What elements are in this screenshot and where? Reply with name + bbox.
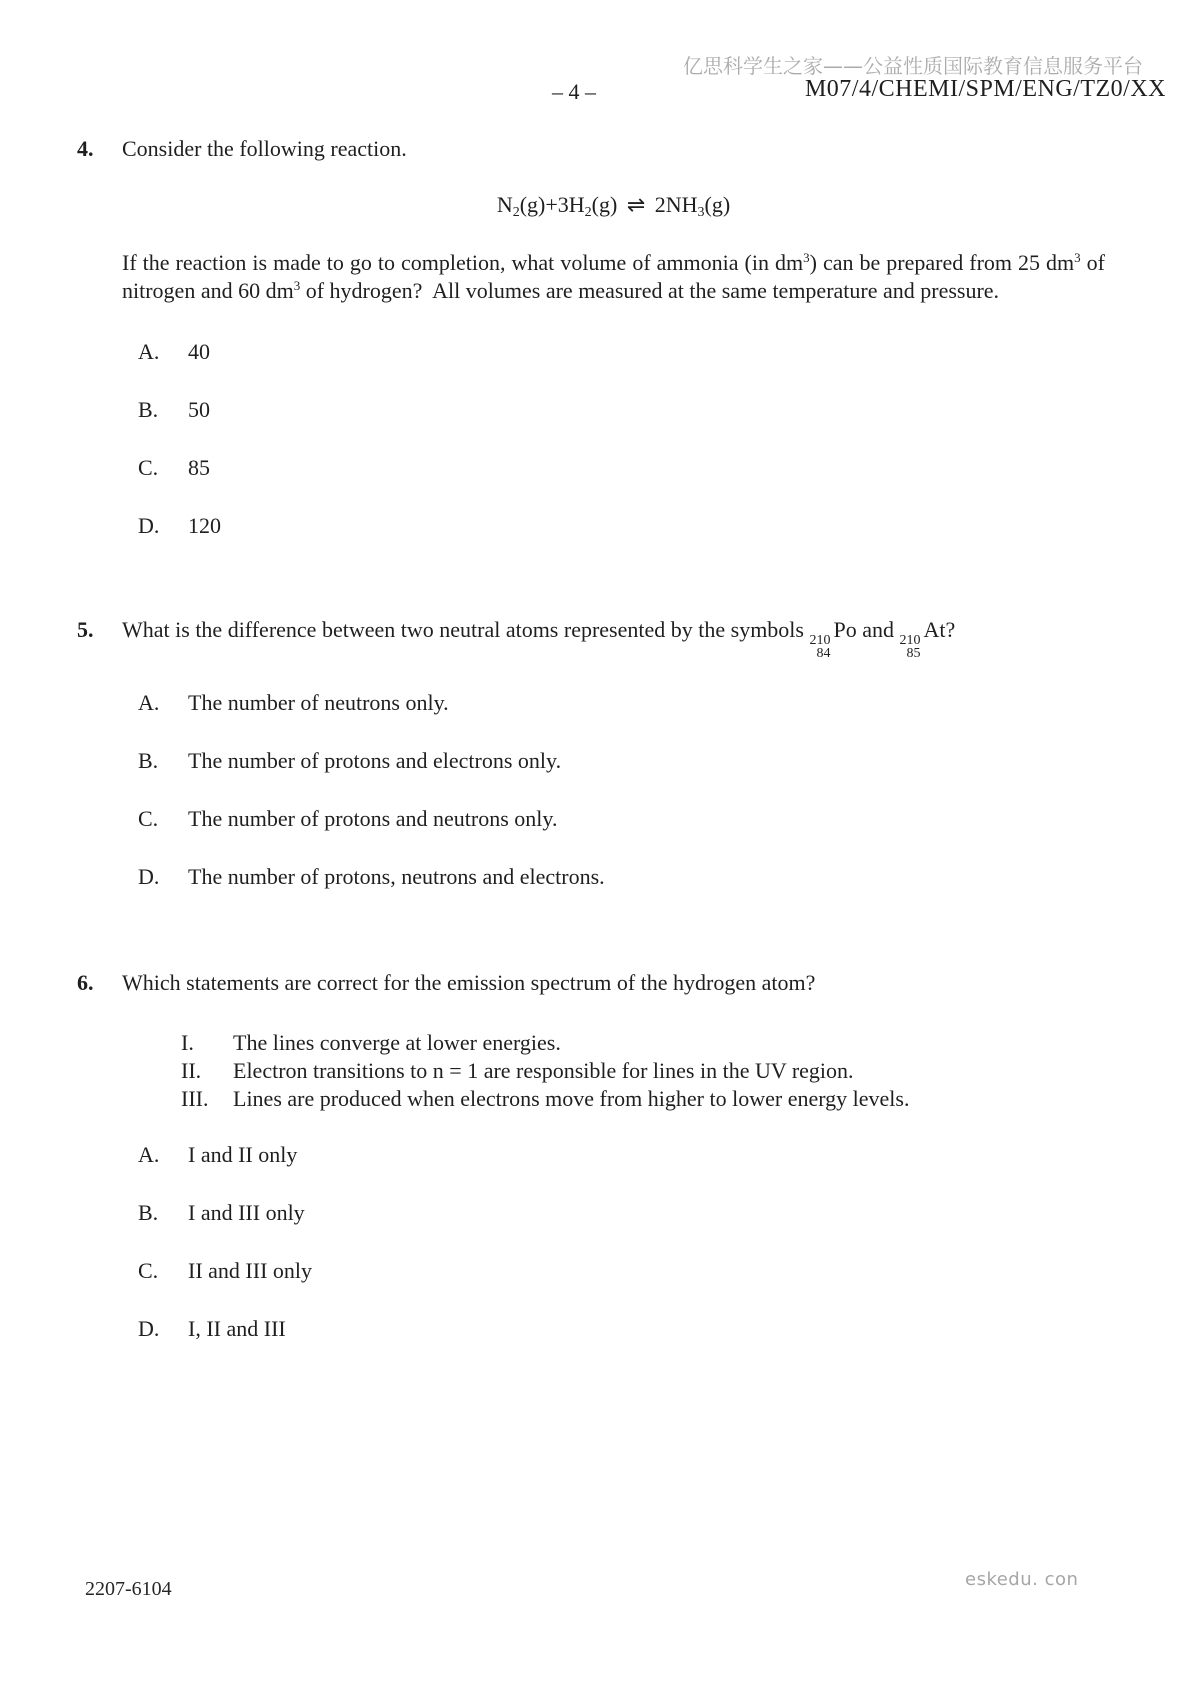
option-c (122, 805, 1105, 833)
option-text: I and III only (188, 1200, 305, 1225)
nuclide-po (809, 617, 857, 661)
statement-numeral: I. (181, 1030, 194, 1055)
nuclide-at-numbers (900, 634, 921, 660)
question-4-title: Consider the following reaction. (122, 136, 407, 161)
option-letter: A. (138, 339, 160, 364)
option-d (122, 863, 1105, 891)
option-letter: B. (138, 1200, 159, 1225)
mass-number: 210 (809, 633, 831, 648)
option-c (122, 1257, 1105, 1285)
option-a (122, 689, 1105, 717)
atomic-number: 85 (906, 646, 921, 661)
option-letter: D. (138, 864, 160, 889)
question-6-statements (122, 1029, 1105, 1113)
question-6 (77, 969, 1105, 1343)
question-5-title: What is the difference between two neutral atoms represented by the symbols 210 84 Po and 210 85 At? (122, 617, 956, 661)
option-a (122, 338, 1105, 366)
option-d (122, 512, 1105, 540)
statement-text: Electron transitions to n = 1 are responsible for lines in the UV region. (233, 1058, 854, 1083)
option-text: I, II and III (188, 1316, 286, 1341)
question-4-number: 4. (77, 136, 94, 161)
element-symbol: At (923, 617, 946, 642)
question-4-options (122, 338, 1105, 540)
nuclide-at (899, 617, 946, 661)
question-4 (77, 135, 1105, 540)
question-6-title: Which statements are correct for the emission spectrum of the hydrogen atom? (122, 970, 816, 995)
option-text: 120 (188, 513, 221, 538)
statement-text: Lines are produced when electrons move from higher to lower energy levels. (233, 1086, 910, 1111)
option-text: The number of neutrons only. (188, 690, 449, 715)
option-text: 85 (188, 455, 210, 480)
option-letter: B. (138, 397, 159, 422)
option-text: The number of protons and electrons only. (188, 748, 562, 773)
question-5 (77, 616, 1105, 891)
option-letter: D. (138, 1316, 160, 1341)
equilibrium-harpoons-symbol: ⇌ (626, 193, 646, 218)
option-b (122, 747, 1105, 775)
option-b (122, 396, 1105, 424)
nuclide-po-numbers (809, 634, 830, 660)
statement-numeral: II. (181, 1058, 202, 1083)
option-letter: A. (138, 690, 160, 715)
statement-ii (181, 1057, 1105, 1085)
statement-i (181, 1029, 1105, 1057)
option-letter: C. (138, 1258, 159, 1283)
question-6-options (122, 1141, 1105, 1343)
option-text: The number of protons and neutrons only. (188, 806, 558, 831)
paper-code: M07/4/CHEMI/SPM/ENG/TZ0/XX (804, 76, 1166, 102)
question-5-options (122, 689, 1105, 891)
option-letter: C. (138, 455, 159, 480)
option-text: II and III only (188, 1258, 313, 1283)
option-text: 40 (188, 339, 210, 364)
question-5-number: 5. (77, 617, 94, 642)
header-watermark-text: 亿思科学生之家——公益性质国际教育信息服务平台 (683, 54, 1143, 78)
chemical-equation: $N_2(g)+3H_2(g)$ ⇌ $2NH_3(g)$ (496, 192, 731, 220)
statement-iii (181, 1085, 1105, 1113)
option-letter: C. (138, 806, 159, 831)
questions-column (77, 135, 1105, 1343)
option-letter: D. (138, 513, 160, 538)
option-text: 50 (188, 397, 210, 422)
question-6-number: 6. (77, 970, 94, 995)
option-b (122, 1199, 1105, 1227)
statement-numeral: III. (181, 1086, 209, 1111)
option-letter: B. (138, 748, 159, 773)
option-d (122, 1315, 1105, 1343)
option-a (122, 1141, 1105, 1169)
statement-text: The lines converge at lower energies. (233, 1030, 561, 1055)
option-text: The number of protons, neutrons and electrons. (188, 864, 605, 889)
option-c (122, 454, 1105, 482)
element-symbol: Po (833, 617, 857, 642)
page-number: – 4 – (552, 79, 596, 104)
mass-number: 210 (899, 633, 921, 648)
question-4-paragraph: If the reaction is made to go to completion, what volume of ammonia (in $dm^3$) can be prepared from 25 $dm^3$ of nitrogen and 60 $dm^3$ of hydrogen? All volumes are measured at the same temperature and pressure. (122, 250, 1105, 303)
atomic-number: 84 (816, 646, 831, 661)
footer-watermark: eskedu. con (965, 1569, 1079, 1590)
option-text: I and II only (188, 1142, 298, 1167)
document-number: 2207-6104 (85, 1578, 172, 1600)
option-letter: A. (138, 1142, 160, 1167)
